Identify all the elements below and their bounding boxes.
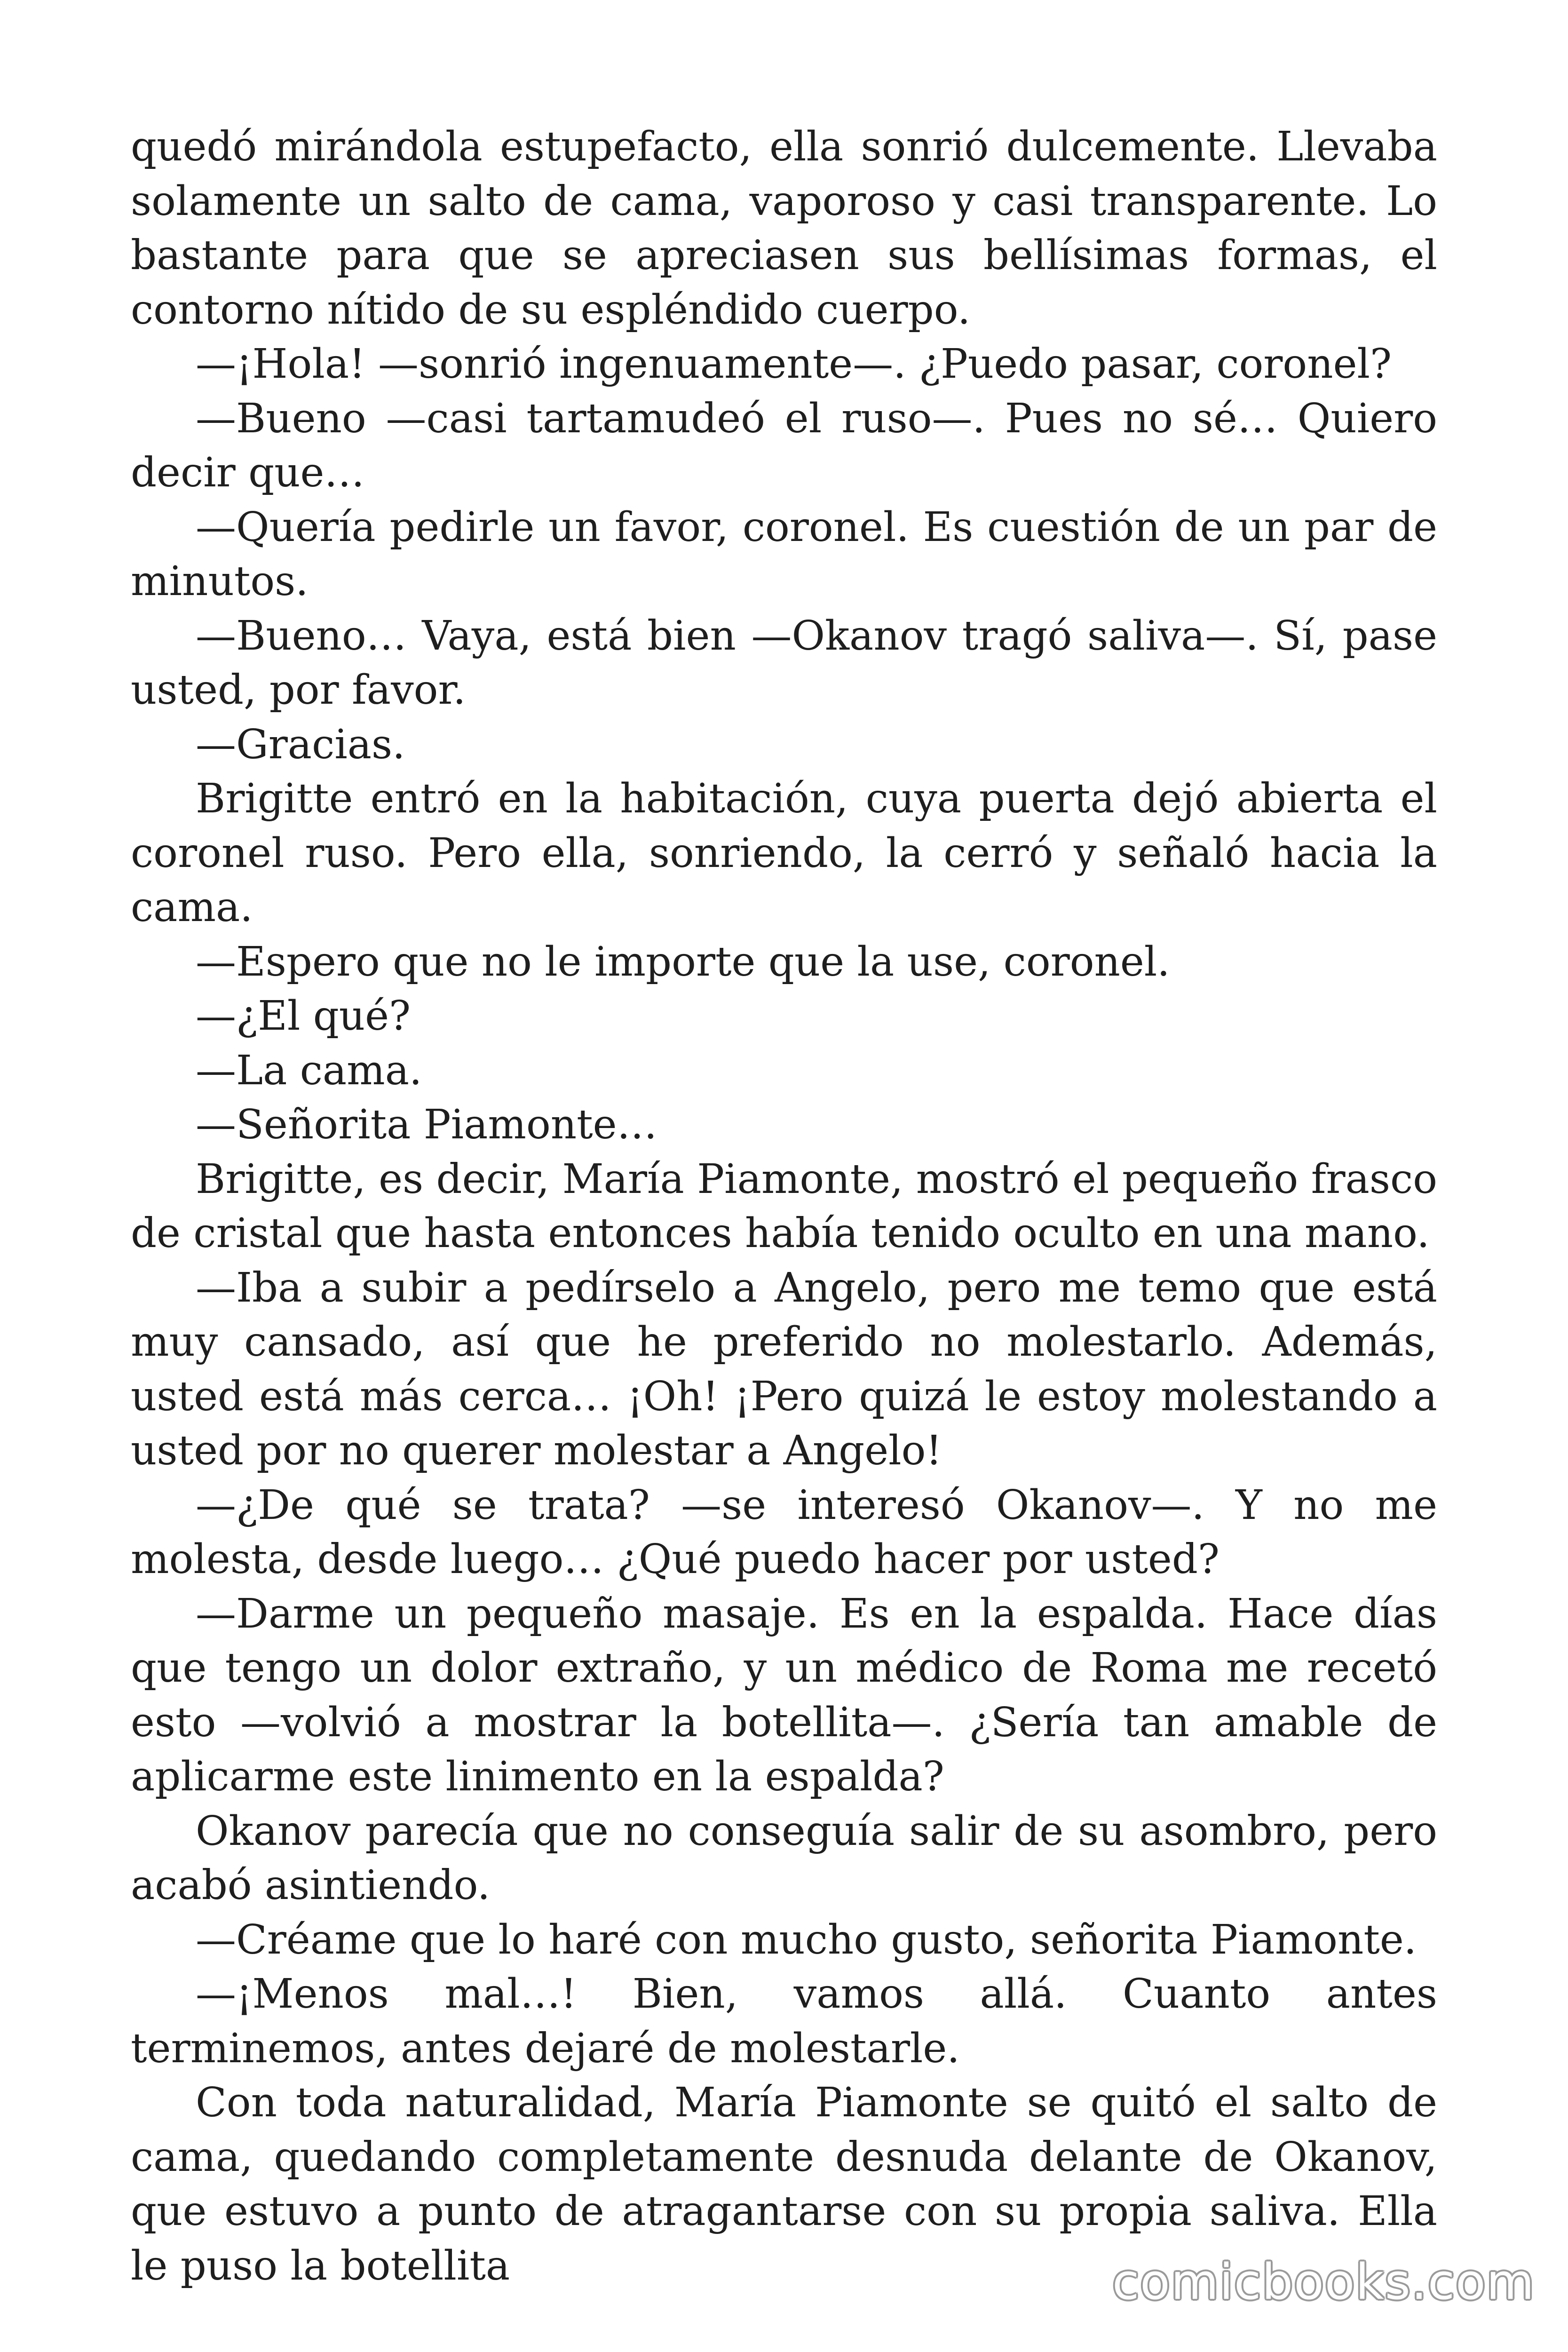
paragraph: Con toda naturalidad, María Piamonte se quitó el salto de cama, quedando completamente desnuda delante de Okanov, que estuvo a punto de atragantarse con su propia saliva. Ella le puso la botellita: [131, 2079, 1437, 2289]
paragraph: —Darme un pequeño masaje. Es en la espalda. Hace días que tengo un dolor extraño, y un médico de Roma me recetó esto —volvió a mostrar la botellita—. ¿Sería tan amable de aplicarme este linimento en la espalda?: [131, 1590, 1437, 1800]
body-text: [131, 120, 1437, 2293]
paragraph: —Iba a subir a pedírselo a Angelo, pero me temo que está muy cansado, así que he preferido no molestarlo. Además, usted está más cerca… ¡Oh! ¡Pero quizá le estoy molestando a usted por no querer molestar a Angelo!: [131, 1264, 1437, 1474]
paragraph: —Créame que lo haré con mucho gusto, señorita Piamonte.: [196, 1916, 1417, 1963]
paragraph: —Bueno —casi tartamudeó el ruso—. Pues no sé… Quiero decir que…: [131, 395, 1437, 496]
paragraph: —Bueno… Vaya, está bien —Okanov tragó saliva—. Sí, pase usted, por favor.: [131, 612, 1437, 714]
paragraph: —¿El qué?: [196, 993, 411, 1040]
paragraph: Okanov parecía que no conseguía salir de su asombro, pero acabó asintiendo.: [131, 1807, 1437, 1909]
paragraph: —Gracias.: [196, 721, 405, 768]
paragraph: —¡Menos mal…! Bien, vamos allá. Cuanto antes terminemos, antes dejaré de molestarle.: [131, 1971, 1437, 2072]
watermark: comicbooks.com: [1112, 2253, 1535, 2311]
paragraph: —Señorita Piamonte…: [196, 1101, 657, 1148]
paragraph: —La cama.: [196, 1047, 422, 1094]
paragraph: —¿De qué se trata? —se interesó Okanov—. Y no me molesta, desde luego… ¿Qué puedo hacer por usted?: [131, 1481, 1437, 1583]
paragraph: —¡Hola! —sonrió ingenuamente—. ¿Puedo pasar, coronel?: [196, 341, 1392, 388]
paragraph: Brigitte entró en la habitación, cuya puerta dejó abierta el coronel ruso. Pero ella, sonriendo, la cerró y señaló hacia la cama.: [131, 775, 1437, 931]
paragraph: quedó mirándola estupefacto, ella sonrió dulcemente. Llevaba solamente un salto de cama, vaporoso y casi transparente. Lo bastante para que se apreciasen sus bellísimas formas, el contorno nítido de su espléndido cuerpo.: [131, 123, 1437, 334]
paragraph: —Espero que no le importe que la use, coronel.: [196, 938, 1170, 985]
paragraph: —Quería pedirle un favor, coronel. Es cuestión de un par de minutos.: [131, 503, 1437, 605]
paragraph: Brigitte, es decir, María Piamonte, mostró el pequeño frasco de cristal que hasta entonces había tenido oculto en una mano.: [131, 1155, 1437, 1257]
